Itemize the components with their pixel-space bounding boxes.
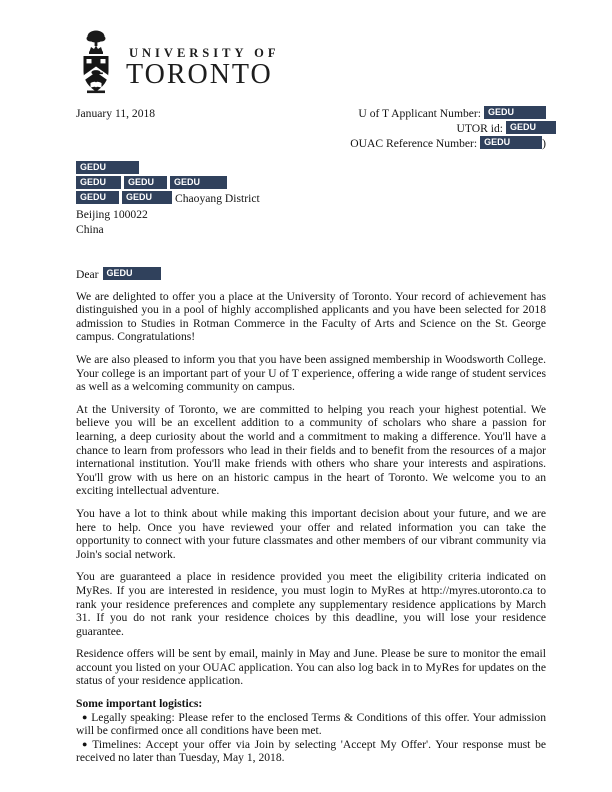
redaction-box: GEDU (76, 191, 119, 204)
letter-date: January 11, 2018 (76, 107, 156, 120)
bullet-icon: ● (82, 711, 89, 722)
applicant-number-label: U of T Applicant Number: (358, 107, 481, 120)
address-line (76, 161, 546, 176)
recipient-address (76, 161, 546, 238)
uoft-crest-icon (76, 30, 116, 94)
body-paragraph: You are guaranteed a place in residence provided you meet the eligibility criteria indicated on MyRes. If you are interested in residence, you must login to MyRes at http://myres.utoronto.ca to rank your residence preferences and complete any supplementary residence applications by March 31. If you do not rank your residence choices by this deadline, you will lose your residence guarantee. (76, 570, 546, 638)
redaction-box: GEDU (124, 176, 167, 189)
address-district: Chaoyang District (175, 192, 260, 206)
redaction-box: GEDU (103, 267, 161, 280)
bullet-icon: ● (82, 738, 90, 749)
address-line (76, 191, 546, 206)
body-paragraph: We are delighted to offer you a place at the University of Toronto. Your record of achievement has distinguished you in a pool of highly accomplished applicants and you have been selected for 2018 admission to Studies in Rotman Commerce in the Faculty of Arts and Science on the St. George campus. Congratulations! (76, 289, 546, 344)
wordmark-line2: TORONTO (126, 59, 273, 90)
address-country: China (76, 223, 104, 237)
ouac-number-label: OUAC Reference Number: (350, 137, 478, 151)
ouac-number-line (350, 136, 546, 151)
applicant-number-line (350, 106, 546, 121)
salutation (76, 267, 546, 281)
redaction-box: GEDU (506, 121, 556, 134)
redaction-box: GEDU (76, 161, 139, 174)
logistics-bullet (76, 711, 546, 738)
address-line (76, 176, 546, 191)
redaction-box: GEDU (484, 106, 546, 119)
reference-numbers (350, 106, 546, 152)
redaction-box: GEDU (122, 191, 172, 204)
bullet-text: Legally speaking: Please refer to the enclosed Terms & Conditions of this offer. Your admission will be confirmed once all conditions have been met. (76, 710, 547, 738)
logistics-bullet (76, 738, 546, 765)
address-city: Beijing 100022 (76, 207, 148, 221)
body-paragraph: We are also pleased to inform you that you have been assigned membership in Woodsworth College. Your college is an important part of your U of T experience, offering a wide range of student services as well as a welcoming community on campus. (76, 353, 546, 394)
wordmark-line1: UNIVERSITY OF (129, 46, 280, 60)
redaction-box: GEDU (76, 176, 121, 189)
uoft-logo (76, 30, 546, 94)
utor-id-label: UTOR id: (456, 122, 503, 136)
body-paragraph: You have a lot to think about while making this important decision about your future, and we are here to help. Once you have reviewed your offer and related information you can take the opportunity to connect with your future classmates and other members of our vibrant community via Join's social network. (76, 506, 546, 561)
letter-meta (76, 106, 546, 152)
uoft-wordmark (126, 46, 280, 94)
body-paragraph: Residence offers will be sent by email, mainly in May and June. Please be sure to monitor the email account you listed on your OUAC application. You can also log back in to MyRes for updates on the status of your residence application. (76, 647, 546, 688)
redaction-box: GEDU (480, 136, 542, 149)
logistics-heading: Some important logistics: (76, 697, 203, 711)
salutation-prefix: Dear (76, 267, 99, 281)
ouac-suffix: ) (542, 137, 546, 151)
bullet-text: Timelines: Accept your offer via Join by selecting 'Accept My Offer'. Your response must be received no later than Tuesday, May 1, 2018. (76, 737, 547, 765)
body-paragraph: At the University of Toronto, we are committed to helping you reach your highest potential. We believe you will be an excellent addition to a community of scholars who share a passion for learning, a deep curiosity about the world and a commitment to making a difference. You'll have a chance to learn from professors who lead in their fields and to benefit from the resources of a major international institution. You'll make friends with others who share your interests and aspirations. You'll grow with us here on an historic campus in the heart of Toronto. We welcome you to an exciting intellectual adventure. (76, 402, 546, 498)
redaction-box: GEDU (170, 176, 227, 189)
utor-id-line (350, 121, 556, 136)
